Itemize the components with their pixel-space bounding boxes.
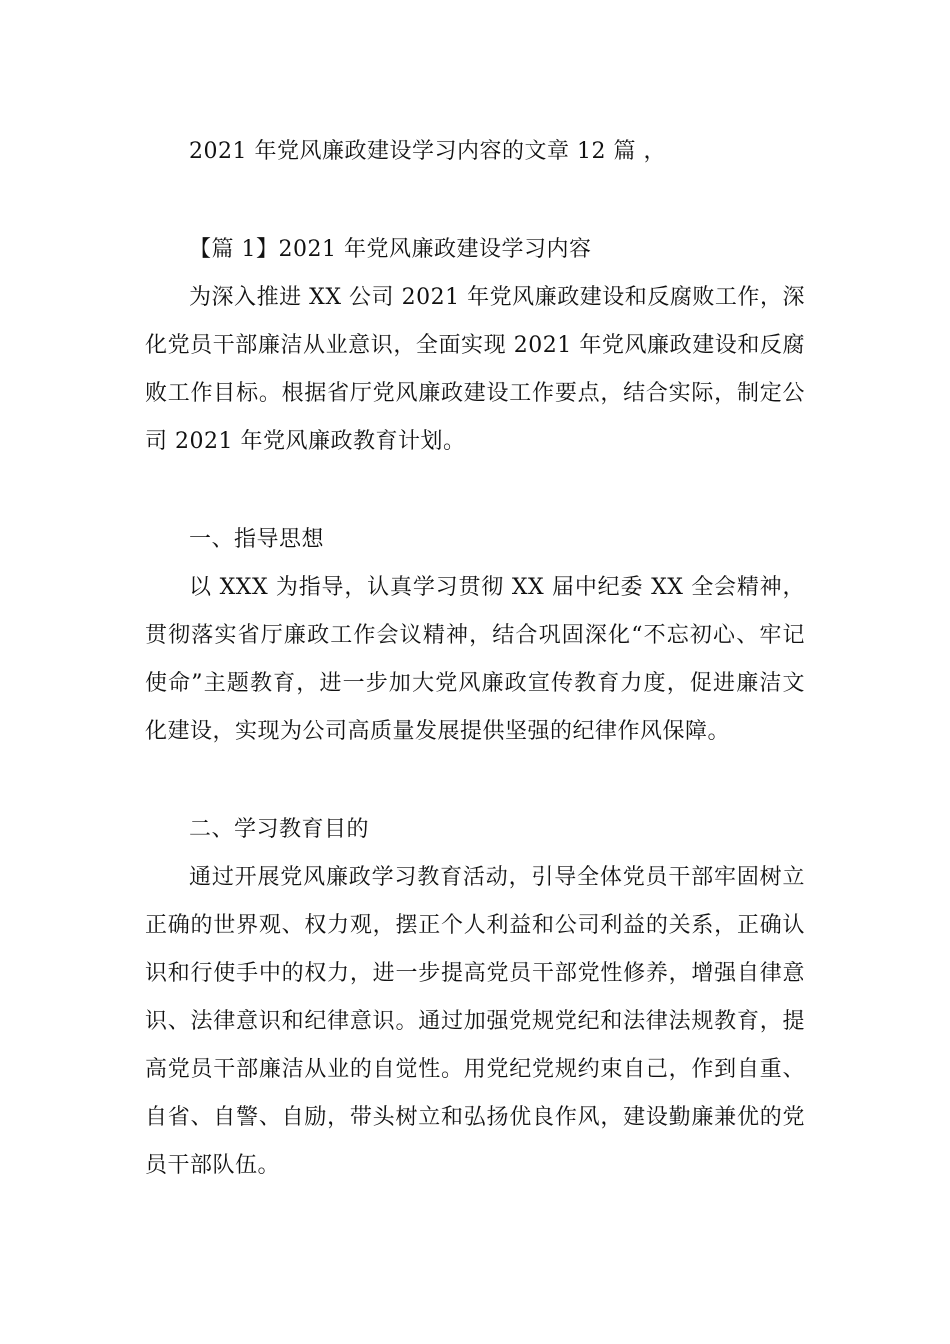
document-title: 2021 年党风廉政建设学习内容的文章 12 篇 ，	[189, 139, 666, 164]
spacer	[145, 756, 805, 806]
section-heading: 【篇 1】2021 年党风廉政建设学习内容	[189, 237, 592, 262]
paragraph-guiding-ideology: 以 XXX 为指导，认真学习贯彻 XX 届中纪委 XX 全会精神，贯彻落实省厅廉政工作会议精神，结合巩固深化“不忘初心、牢记使命”主题教育，进一步加大党风廉政宣传教育力度，促进廉洁文化建设，实现为公司高质量发展提供坚强的纪律作风保障。	[145, 575, 805, 744]
spacer	[145, 466, 805, 516]
document-body	[145, 128, 805, 1190]
heading-study-purpose: 二、学习教育目的	[189, 817, 370, 842]
intro-paragraph: 为深入推进 XX 公司 2021 年党风廉政建设和反腐败工作，深化党员干部廉洁从业意识，全面实现 2021 年党风廉政建设和反腐败工作目标。根据省厅党风廉政建设工作要点，结合实际，制定公司 2021 年党风廉政教育计划。	[145, 285, 805, 454]
heading-guiding-ideology: 一、指导思想	[189, 527, 325, 552]
spacer	[145, 176, 805, 226]
paragraph-study-purpose: 通过开展党风廉政学习教育活动，引导全体党员干部牢固树立正确的世界观、权力观，摆正个人利益和公司利益的关系，正确认识和行使手中的权力，进一步提高党员干部党性修养，增强自律意识、法律意识和纪律意识。通过加强党规党纪和法律法规教育，提高党员干部廉洁从业的自觉性。用党纪党规约束自己，作到自重、自省、自警、自励，带头树立和弘扬优良作风，建设勤廉兼优的党员干部队伍。	[145, 865, 805, 1178]
